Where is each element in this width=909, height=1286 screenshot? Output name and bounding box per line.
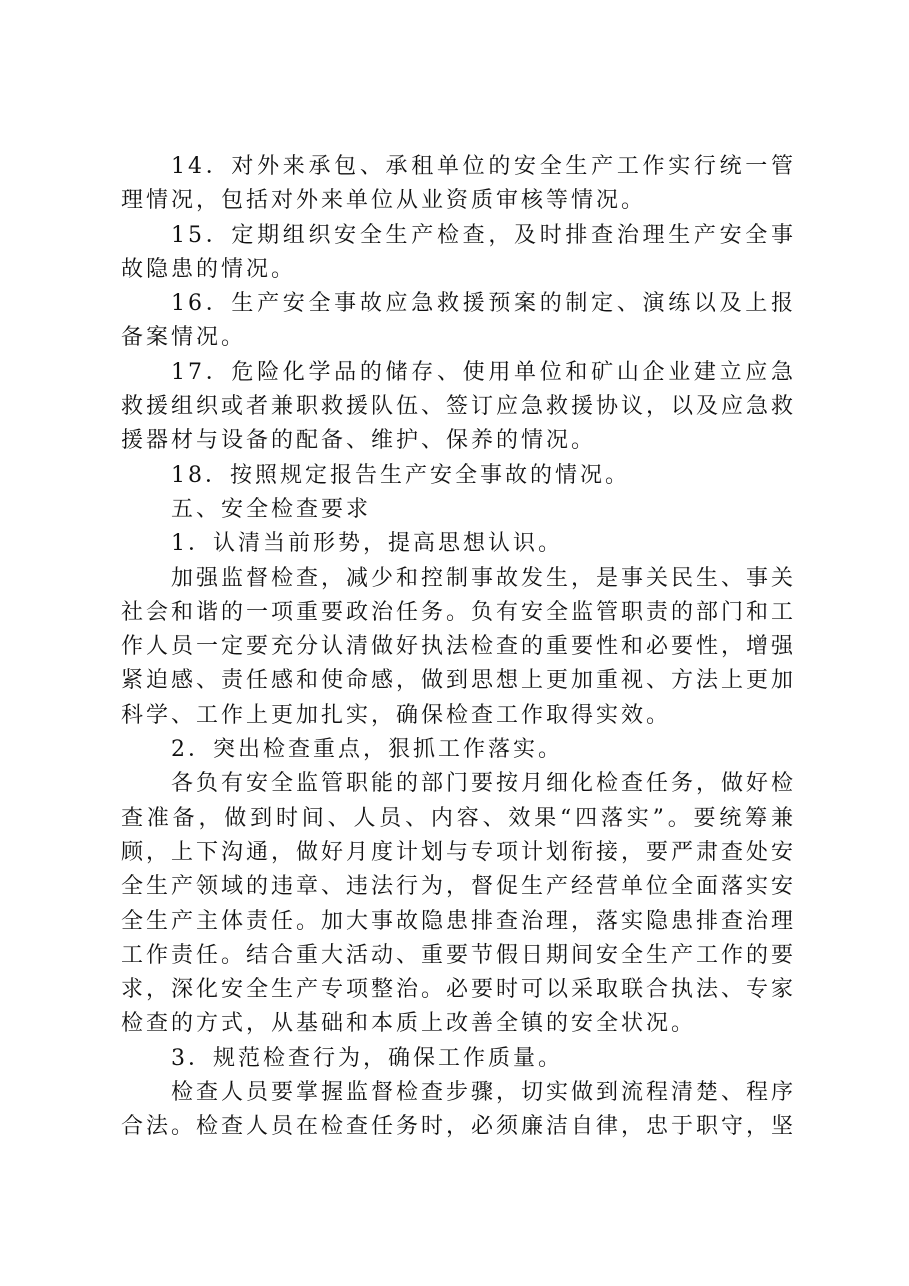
paragraph-body-3: 检查人员要掌握监督检查步骤，切实做到流程清楚、程序合法。检查人员在检查任务时，必须廉洁自律，忠于职守，坚 xyxy=(121,1080,797,1140)
subheading-3: 3．规范检查行为，确保工作质量。 xyxy=(171,1045,563,1071)
subheading-1: 1．认清当前形势，提高思想认识。 xyxy=(171,531,563,557)
section-heading: 五、安全检查要求 xyxy=(171,496,372,522)
paragraph-body-1: 加强监督检查，减少和控制事故发生，是事关民生、事关社会和谐的一项重要政治任务。负有安全监管职责的部门和工作人员一定要充分认清做好执法检查的重要性和必要性，增强紧迫感、责任感和使命感，做到思想上更加重视、方法上更加科学、工作上更加扎实，确保检查工作取得实效。 xyxy=(121,565,797,728)
paragraph-item-14: 14．对外来承包、承租单位的安全生产工作实行统一管理情况，包括对外来单位从业资质审核等情况。 xyxy=(121,154,796,214)
paragraph-item-15: 15．定期组织安全生产检查，及时排查治理生产安全事故隐患的情况。 xyxy=(121,222,796,282)
document-body xyxy=(121,150,796,1145)
paragraph-body-2: 各负有安全监管职能的部门要按月细化检查任务，做好检查准备，做到时间、人员、内容、效果“四落实”。要统筹兼顾，上下沟通，做好月度计划与专项计划衔接，要严肃查处安全生产领域的违章、违法行为，督促生产经营单位全面落实安全生产主体责任。加大事故隐患排查治理，落实隐患排查治理工作责任。结合重大活动、重要节假日期间安全生产工作的要求，深化安全生产专项整治。必要时可以采取联合执法、专家检查的方式，从基础和本质上改善全镇的安全状况。 xyxy=(121,771,797,1037)
paragraph-item-16: 16．生产安全事故应急救援预案的制定、演练以及上报备案情况。 xyxy=(121,291,796,351)
subheading-2: 2．突出检查重点，狠抓工作落实。 xyxy=(171,737,563,763)
paragraph-item-17: 17．危险化学品的储存、使用单位和矿山企业建立应急救援组织或者兼职救援队伍、签订应急救援协议，以及应急救援器材与设备的配备、维护、保养的情况。 xyxy=(121,359,797,454)
paragraph-item-18: 18．按照规定报告生产安全事故的情况。 xyxy=(171,462,630,488)
